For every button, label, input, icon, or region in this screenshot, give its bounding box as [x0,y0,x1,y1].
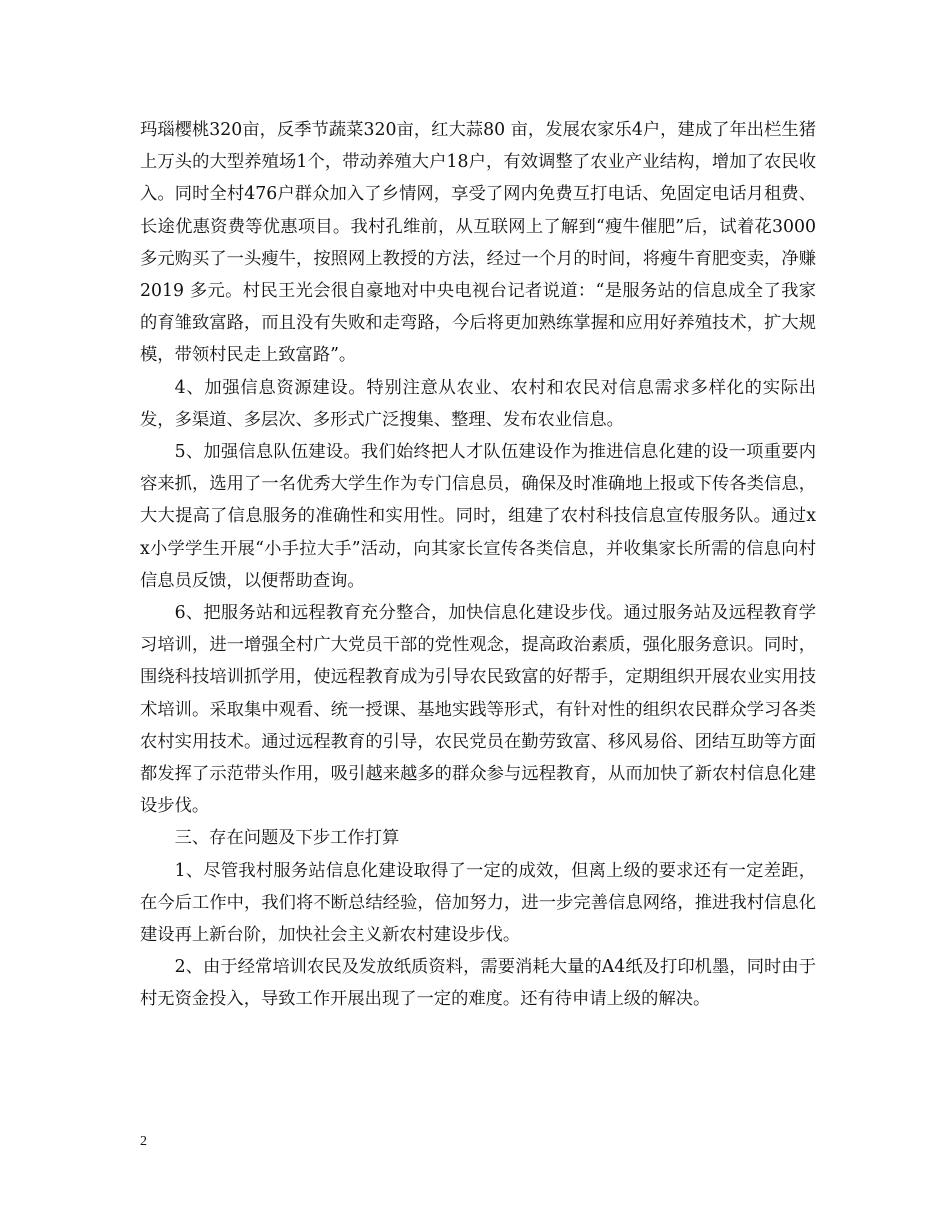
paragraph-item-5: 5、加强信息队伍建设。我们始终把人才队伍建设作为推进信息化建的设一项重要内容来抓，选用了一名优秀大学生作为专门信息员，确保及时准确地上报或下传各类信息，大大提高了信息服务的准确性和实用性。同时，组建了农村科技信息宣传服务队。通过xx小学学生开展“小手拉大手”活动，向其家长宣传各类信息，并收集家长所需的信息向村信息员反馈，以便帮助查询。 [140,442,816,591]
paragraph-item-4: 4、加强信息资源建设。特别注意从农业、农村和农民对信息需求多样化的实际出发，多渠道、多层次、多形式广泛搜集、整理、发布农业信息。 [140,377,816,430]
page-number: 2 [140,1134,147,1149]
paragraph-item-6: 6、把服务站和远程教育充分整合，加快信息化建设步伐。通过服务站及远程教育学习培训，进一增强全村广大党员干部的党性观念，提高政治素质，强化服务意识。同时，围绕科技培训抓学用，使远程教育成为引导农民致富的好帮手，定期组织开展农业实用技术培训。采取集中观看、统一授课、基地实践等形式，有针对性的组织农民群众学习各类农村实用技术。通过远程教育的引导，农民党员在勤劳致富、移风易俗、团结互助等方面都发挥了示范带头作用，吸引越来越多的群众参与远程教育，从而加快了新农村信息化建设步伐。 [140,603,816,817]
paragraph-plan-2: 2、由于经常培训农民及发放纸质资料，需要消耗大量的A4纸及打印机墨，同时由于村无资金投入，导致工作开展出现了一定的难度。还有待申请上级的解决。 [140,957,816,1010]
paragraph-continuation: 玛瑙樱桃320亩，反季节蔬菜320亩，红大蒜80 亩，发展农家乐4户，建成了年出栏生猪上万头的大型养殖场1个，带动养殖大户18户，有效调整了农业产业结构，增加了农民收入。同时全村476户群众加入了乡情网，享受了网内免费互打电话、免固定电话月租费、长途优惠资费等优惠项目。我村孔维前，从互联网上了解到“瘦牛催肥”后，试着花3000多元购买了一头瘦牛，按照网上教授的方法，经过一个月的时间，将瘦牛育肥变卖，净赚2019 多元。村民王光会很自豪地对中央电视台记者说道：“是服务站的信息成全了我家的育雏致富路，而且没有失败和走弯路，今后将更加熟练掌握和应用好养殖技术，扩大规模，带领村民走上致富路”。 [140,120,816,366]
section-heading: 三、存在问题及下步工作打算 [174,828,400,849]
paragraph-plan-1: 1、尽管我村服务站信息化建设取得了一定的成效，但离上级的要求还有一定差距，在今后工作中，我们将不断总结经验，倍加努力，进一步完善信息网络，推进我村信息化建设再上新台阶，加快社会主义新农村建设步伐。 [140,860,816,946]
document-body [140,114,816,1016]
